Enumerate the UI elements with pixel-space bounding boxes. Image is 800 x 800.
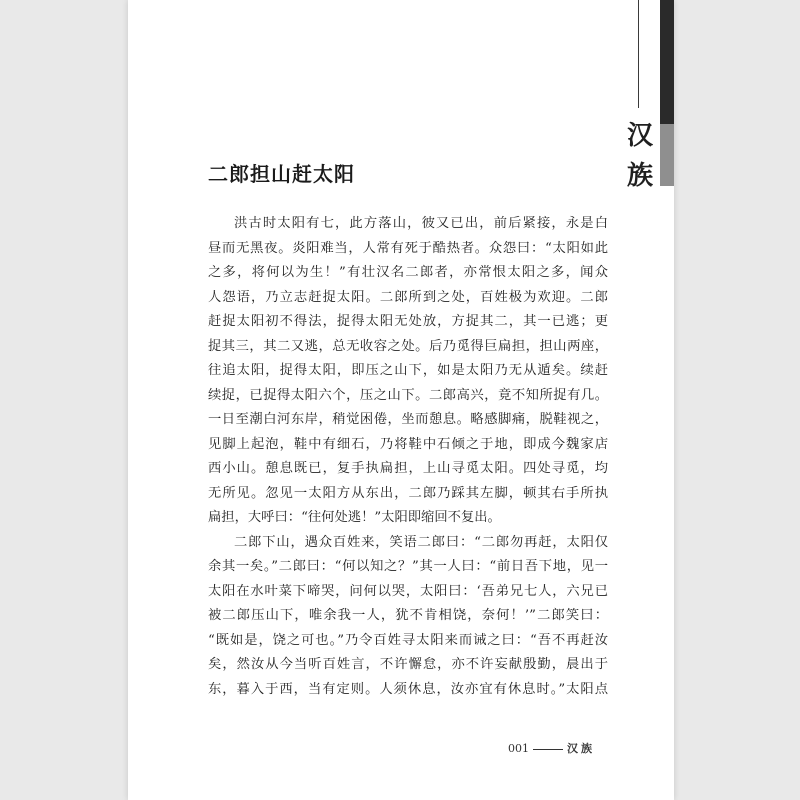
body-line: 二郎下山，遇众百姓来，笑语二郎曰：“二郎勿再赶，太阳仅 [234,534,608,550]
section-label-char-2: 族 [626,161,653,191]
body-line: 赶捉太阳初不得法，捉得太阳无处放，方捉其二，其一已逃；更 [208,314,608,329]
story-title: 二郎担山赶太阳 [208,162,355,186]
body-line: 被二郎压山下，唯余我一人，犹不肯相饶，奈何！’”二郎笑曰： [208,608,608,623]
body-line: 昼而无黑夜。炎阳难当，人常有死于酷热者。众怨曰：“太阳如此 [208,240,608,256]
page-footer [508,740,595,756]
body-line: 无所见。忽见一太阳方从东出，二郎乃踩其左脚，顿其右手所执 [208,485,608,501]
side-divider-line [638,0,639,108]
story-body [208,212,608,702]
body-line: “既如是，饶之可也。”乃令百姓寻太阳来而诫之曰：“吾不再赶汝 [208,632,608,648]
body-line: 往追太阳，捉得太阳，即压之山下，如是太阳乃无从遁矣。续赶 [208,363,608,378]
section-label-char-1: 汉 [626,121,653,151]
body-line: 矣，然汝从今当听百姓言，不许懈怠，亦不许妄献殷勤，晨出于 [208,657,608,672]
body-line: 人怨语，乃立志赶捉太阳。二郎所到之处，百姓极为欢迎。二郎 [208,289,608,305]
body-line: 见脚上起泡，鞋中有细石，乃将鞋中石倾之于地，即成今魏家店 [208,436,608,452]
body-line: 扁担，大呼曰：“往何处逃！”太阳即缩回不复出。 [208,510,501,525]
body-line: 一日至潮白河东岸，稍觉困倦，坐而憩息。略感脚痛，脱鞋视之， [208,412,608,427]
body-line: 之多，将何以为生！”有壮汉名二郎者，亦常恨太阳之多，闻众 [208,265,608,280]
body-line: 太阳在水叶菜下啼哭，问何以哭，太阳曰：‘吾弟兄七人，六兄已 [208,583,608,599]
body-line: 洪古时太阳有七，此方落山，彼又已出，前后紧接，永是白 [234,216,608,231]
body-line: 余其一矣。”二郎曰：“何以知之？”其一人曰：“前日吾下地，见一 [208,559,608,574]
body-line: 东，暮入于西，当有定则。人须休息，汝亦宜有休息时。”太阳点 [208,681,608,697]
section-tab-gray-bar [660,124,674,186]
footer-dash [533,749,563,750]
body-line: 西小山。憩息既已，复手执扁担，上山寻觅太阳。四处寻觅，均 [208,461,608,476]
body-line: 续捉，已捉得太阳六个，压之山下。二郎高兴，竟不知所捉有几。 [208,387,608,403]
body-line: 捉其三，其二又逃，总无收容之处。后乃觅得巨扁担，担山两座， [208,338,608,354]
section-label [620,116,660,196]
section-tab-dark-bar [660,0,674,124]
page-number: 001 [508,742,529,755]
footer-title: 汉族 [567,742,595,755]
